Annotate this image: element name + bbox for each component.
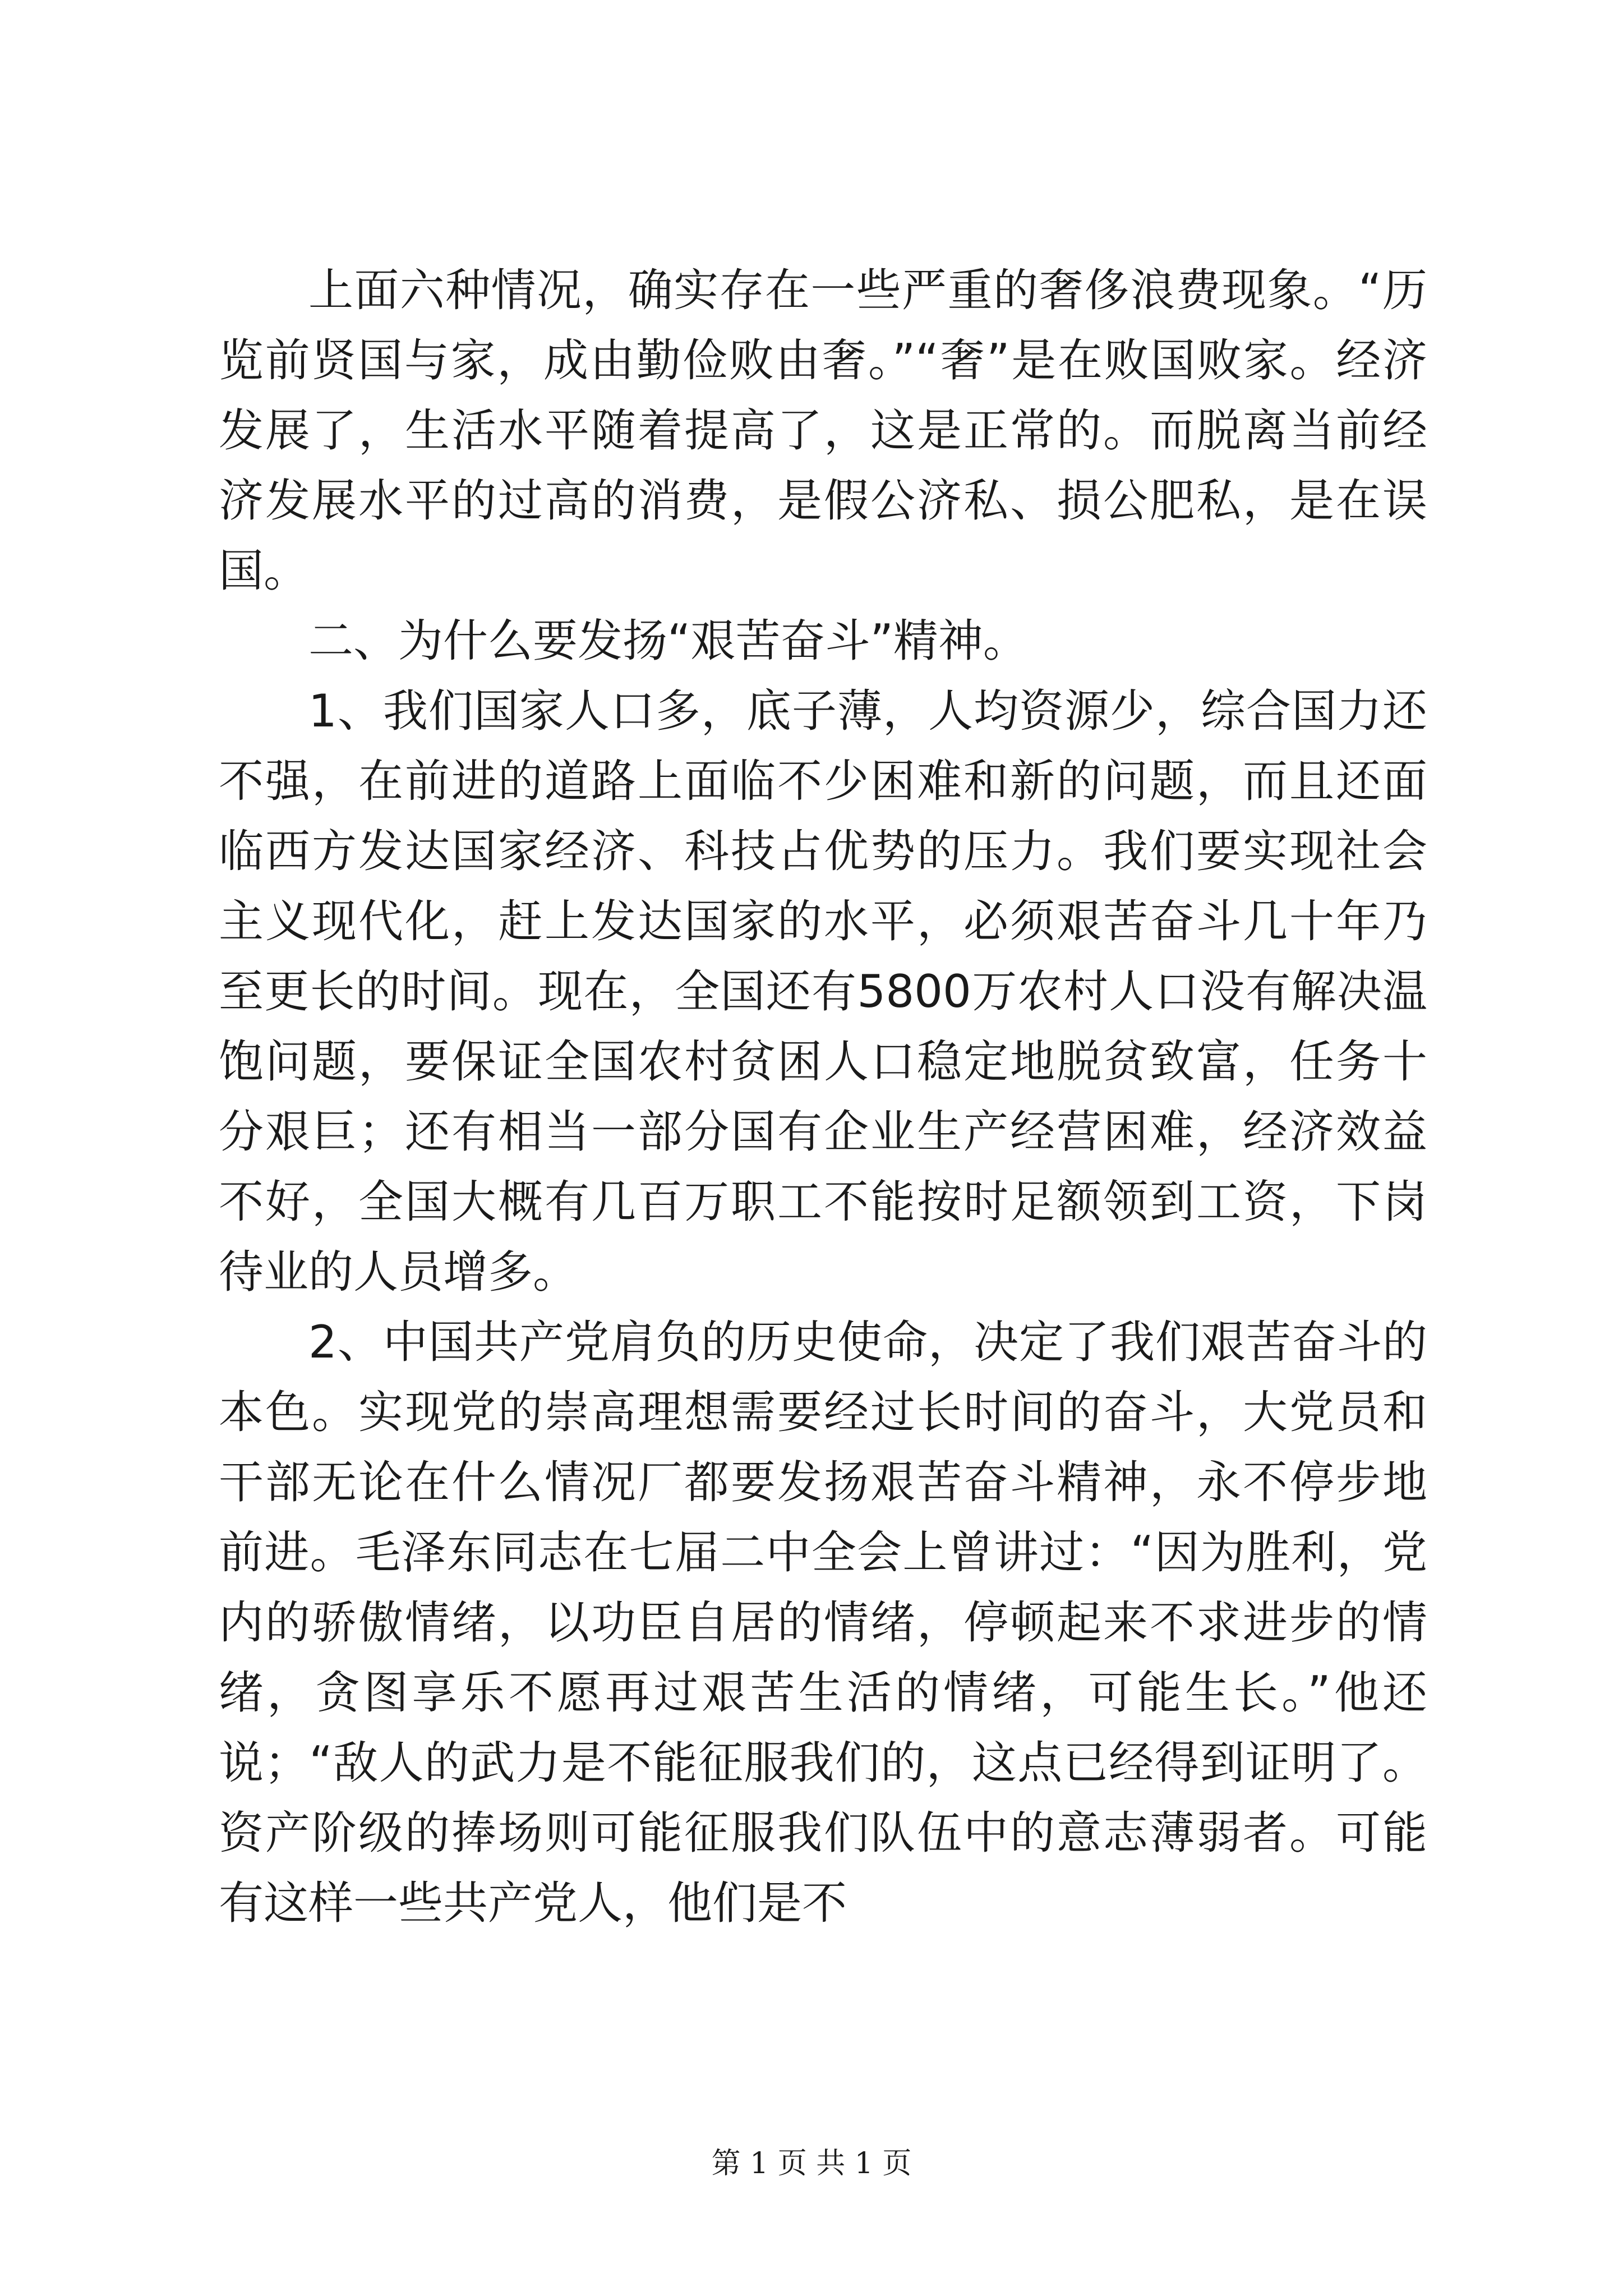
paragraph-summary: 上面六种情况，确实存在一些严重的奢侈浪费现象。“历览前贤国与家，成由勤俭败由奢。”“奢”是在败国败家。经济发展了，生活水平随着提高了，这是正常的。而脱离当前经济发展水平的过高的消费，是假公济私、损公肥私，是在误国。 [219, 264, 1427, 597]
section-heading: 二、为什么要发扬“艰苦奋斗”精神。 [308, 615, 1028, 667]
paragraph-point-1: 1、我们国家人口多，底子薄，人均资源少，综合国力还不强，在前进的道路上面临不少困难和新的问题，而且还面临西方发达国家经济、科技占优势的压力。我们要实现社会主义现代化，赶上发达国家的水平，必须艰苦奋斗几十年乃至更长的时间。现在，全国还有5800万农村人口没有解决温饱问题，要保证全国农村贫困人口稳定地脱贫致富，任务十分艰巨；还有相当一部分国有企业生产经营困难，经济效益不好，全国大概有几百万职工不能按时足额领到工资，下岗待业的人员增多。 [219, 685, 1427, 1298]
paragraph-point-2: 2、中国共产党肩负的历史使命，决定了我们艰苦奋斗的本色。实现党的崇高理想需要经过长时间的奋斗，大党员和干部无论在什么情况厂都要发扬艰苦奋斗精神，永不停步地前进。毛泽东同志在七届二中全会上曾讲过：“因为胜利，党内的骄傲情绪，以功臣自居的情绪，停顿起来不求进步的情绪，贪图享乐不愿再过艰苦生活的情绪，可能生长。”他还说；“敌人的武力是不能征服我们的，这点已经得到证明了。资产阶级的捧场则可能征服我们队伍中的意志薄弱者。可能有这样一些共产党人，他们是不 [219, 1316, 1427, 1929]
page-footer: 第 1 页 共 1 页 [711, 2147, 912, 2180]
document-body [219, 255, 1427, 1938]
